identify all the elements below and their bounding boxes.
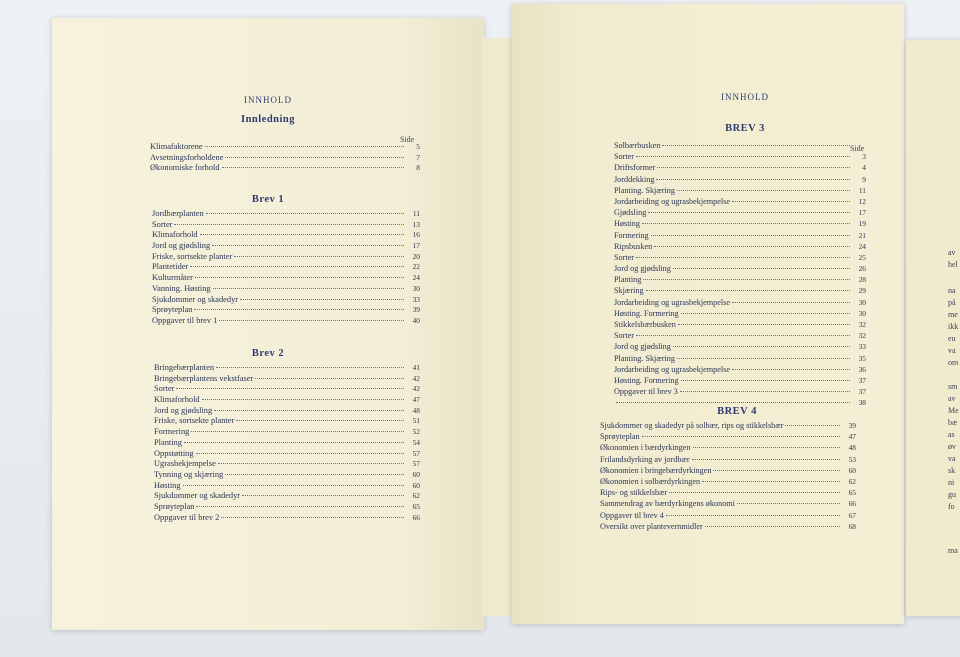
- cropped-text: hel: [948, 260, 958, 269]
- toc-entry: Sprøyteplan 47: [600, 432, 856, 442]
- toc-innledning: [150, 142, 420, 174]
- toc-entry: Formering 52: [154, 427, 420, 437]
- cropped-text: va: [948, 346, 956, 355]
- toc-entry: Bringebærplanten 41: [154, 363, 420, 372]
- cropped-text: va: [948, 454, 956, 463]
- toc-brev-1: [152, 209, 420, 327]
- toc-entry: Oppgaver til brev 1 40: [152, 315, 420, 325]
- toc-entry: Stikkelsbærbusken 32: [614, 320, 866, 329]
- toc-entry: [154, 523, 420, 534]
- cropped-text: ikk: [948, 322, 959, 331]
- toc-entry: Planting 28: [614, 275, 866, 285]
- toc-entry: Tynning og skjæring 60: [154, 469, 420, 479]
- toc-entry: Sammendrag av bærdyrkingens økonomi 66: [600, 499, 856, 509]
- cropped-text: om: [948, 358, 959, 367]
- toc-entry: Jord og gjødsling 33: [614, 342, 866, 352]
- side-label: Side: [400, 135, 415, 144]
- cropped-text: på: [948, 298, 956, 307]
- toc-entry: 38: [614, 397, 866, 408]
- toc-entry: Bringebærplantens vekstfaser 42: [154, 373, 420, 383]
- toc-entry: Oppgaver til brev 3 37: [614, 387, 866, 397]
- toc-entry: Oppstøtting 57: [154, 448, 420, 458]
- cropped-text: ni: [948, 478, 955, 487]
- toc-entry: Høsting. Formering 37: [614, 375, 866, 385]
- cropped-text: av: [948, 394, 956, 403]
- toc-entry: Sorter 42: [154, 384, 420, 394]
- toc-entry: Gjødsling 17: [614, 208, 866, 218]
- toc-entry: Sorter 32: [614, 331, 866, 341]
- cropped-text: eu: [948, 334, 956, 343]
- toc-entry: Oversikt over plantevernmidler 68: [600, 521, 856, 531]
- toc-entry: Formering 21: [614, 230, 866, 240]
- toc-entry: Driftsformer 4: [614, 163, 866, 173]
- toc-entry: Jorddekking 9: [614, 174, 866, 184]
- toc-entry: Planting. Skjæring 35: [614, 353, 866, 363]
- cropped-text: me: [948, 310, 958, 319]
- toc-entry: Kulturmåter 24: [152, 273, 420, 283]
- toc-entry: Rips- og stikkelsbær 65: [600, 488, 856, 498]
- section-heading-brev-3: BREV 3: [725, 123, 765, 134]
- toc-entry: Økonomien i solbærdyrkingen 62: [600, 476, 856, 486]
- left-page-header: INNHOLD: [244, 95, 292, 105]
- cropped-text: gu: [948, 490, 956, 499]
- cropped-text: sk: [948, 466, 956, 475]
- section-heading-innledning: Innledning: [240, 114, 296, 125]
- toc-entry: Sjukdommer og skadedyr 62: [154, 491, 420, 501]
- toc-entry: Jordarbeiding og ugrasbekjempelse 30: [614, 297, 866, 307]
- toc-entry: Ripsbusken 24: [614, 241, 866, 251]
- third-page-edge: [906, 40, 960, 616]
- toc-entry: Oppgaver til brev 2 66: [154, 512, 420, 522]
- toc-entry: Vanning. Høsting 30: [152, 283, 420, 293]
- toc-entry: Jord og gjødsling 26: [614, 264, 866, 274]
- right-page: [512, 4, 904, 624]
- toc-entry: Jordbærplanten 11: [152, 209, 420, 218]
- cropped-text: fo: [948, 502, 955, 511]
- toc-entry: Ugrasbekjempelse 57: [154, 459, 420, 469]
- toc-entry: Avsetningsforholdene 7: [150, 152, 420, 162]
- toc-entry: Sorter 3: [614, 152, 866, 162]
- toc-entry: Høsting 60: [154, 480, 420, 490]
- toc-entry: Økonomien i bærdyrkingen 48: [600, 443, 856, 453]
- toc-entry: Klimafaktorene 5: [150, 142, 420, 151]
- side-label: Side: [850, 144, 865, 153]
- toc-entry: Økonomiske forhold 8: [150, 163, 420, 173]
- toc-brev-3: [614, 140, 866, 409]
- toc-entry: Sjukdommer og skadedyr på solbær, rips og stikkelsbær 39: [600, 421, 856, 430]
- toc-entry: Jordarbeiding og ugrasbekjempelse 12: [614, 196, 866, 206]
- left-page: [52, 18, 484, 630]
- toc-entry: Klimaforhold 47: [154, 395, 420, 405]
- cropped-text: ma: [948, 546, 958, 555]
- toc-entry: Økonomien i bringebærdyrkingen 60: [600, 465, 856, 475]
- toc-entry: Sorter 25: [614, 252, 866, 262]
- toc-entry: Sjukdommer og skadedyr 33: [152, 294, 420, 304]
- cropped-text: sm: [948, 382, 958, 391]
- toc-entry: Klimaforhold 16: [152, 230, 420, 240]
- toc-entry: Solbærbusken: [614, 140, 866, 151]
- toc-entry: Plantetider 22: [152, 262, 420, 272]
- toc-entry: Jord og gjødsling 17: [152, 241, 420, 251]
- book-gutter: [482, 38, 512, 616]
- section-heading-brev-1: Brev 1: [251, 194, 285, 205]
- toc-brev-2: [154, 363, 420, 534]
- toc-entry: Jord og gjødsling 48: [154, 405, 420, 415]
- toc-entry: Sprøyteplan 39: [152, 305, 420, 315]
- toc-entry: Friske, sortsekte planter 20: [152, 251, 420, 261]
- section-heading-brev-4: BREV 4: [717, 406, 757, 417]
- cropped-text: av: [948, 248, 956, 257]
- toc-entry: Friske, sortsekte planter 51: [154, 416, 420, 426]
- toc-entry: Oppgaver til brev 4 67: [600, 510, 856, 520]
- cropped-text: na: [948, 286, 956, 295]
- section-heading-brev-2: Brev 2: [251, 348, 285, 359]
- cropped-text: as: [948, 430, 955, 439]
- toc-entry: Frilandsdyrking av jordbær 53: [600, 454, 856, 464]
- right-page-header: INNHOLD: [721, 92, 769, 102]
- toc-entry: Planting 54: [154, 437, 420, 447]
- toc-entry: Sprøyteplan 65: [154, 501, 420, 511]
- toc-entry: Skjæring 29: [614, 286, 866, 296]
- toc-entry: Sorter 13: [152, 219, 420, 229]
- toc-brev-4: [600, 420, 856, 532]
- toc-entry: Planting. Skjæring 11: [614, 185, 866, 195]
- toc-entry: Høsting 19: [614, 219, 866, 229]
- cropped-text: bæ: [948, 418, 958, 427]
- toc-entry: Jordarbeiding og ugrasbekjempelse 36: [614, 364, 866, 374]
- toc-entry: Høsting. Formering 30: [614, 308, 866, 318]
- cropped-text: øv: [948, 442, 956, 451]
- cropped-text: Me: [948, 406, 959, 415]
